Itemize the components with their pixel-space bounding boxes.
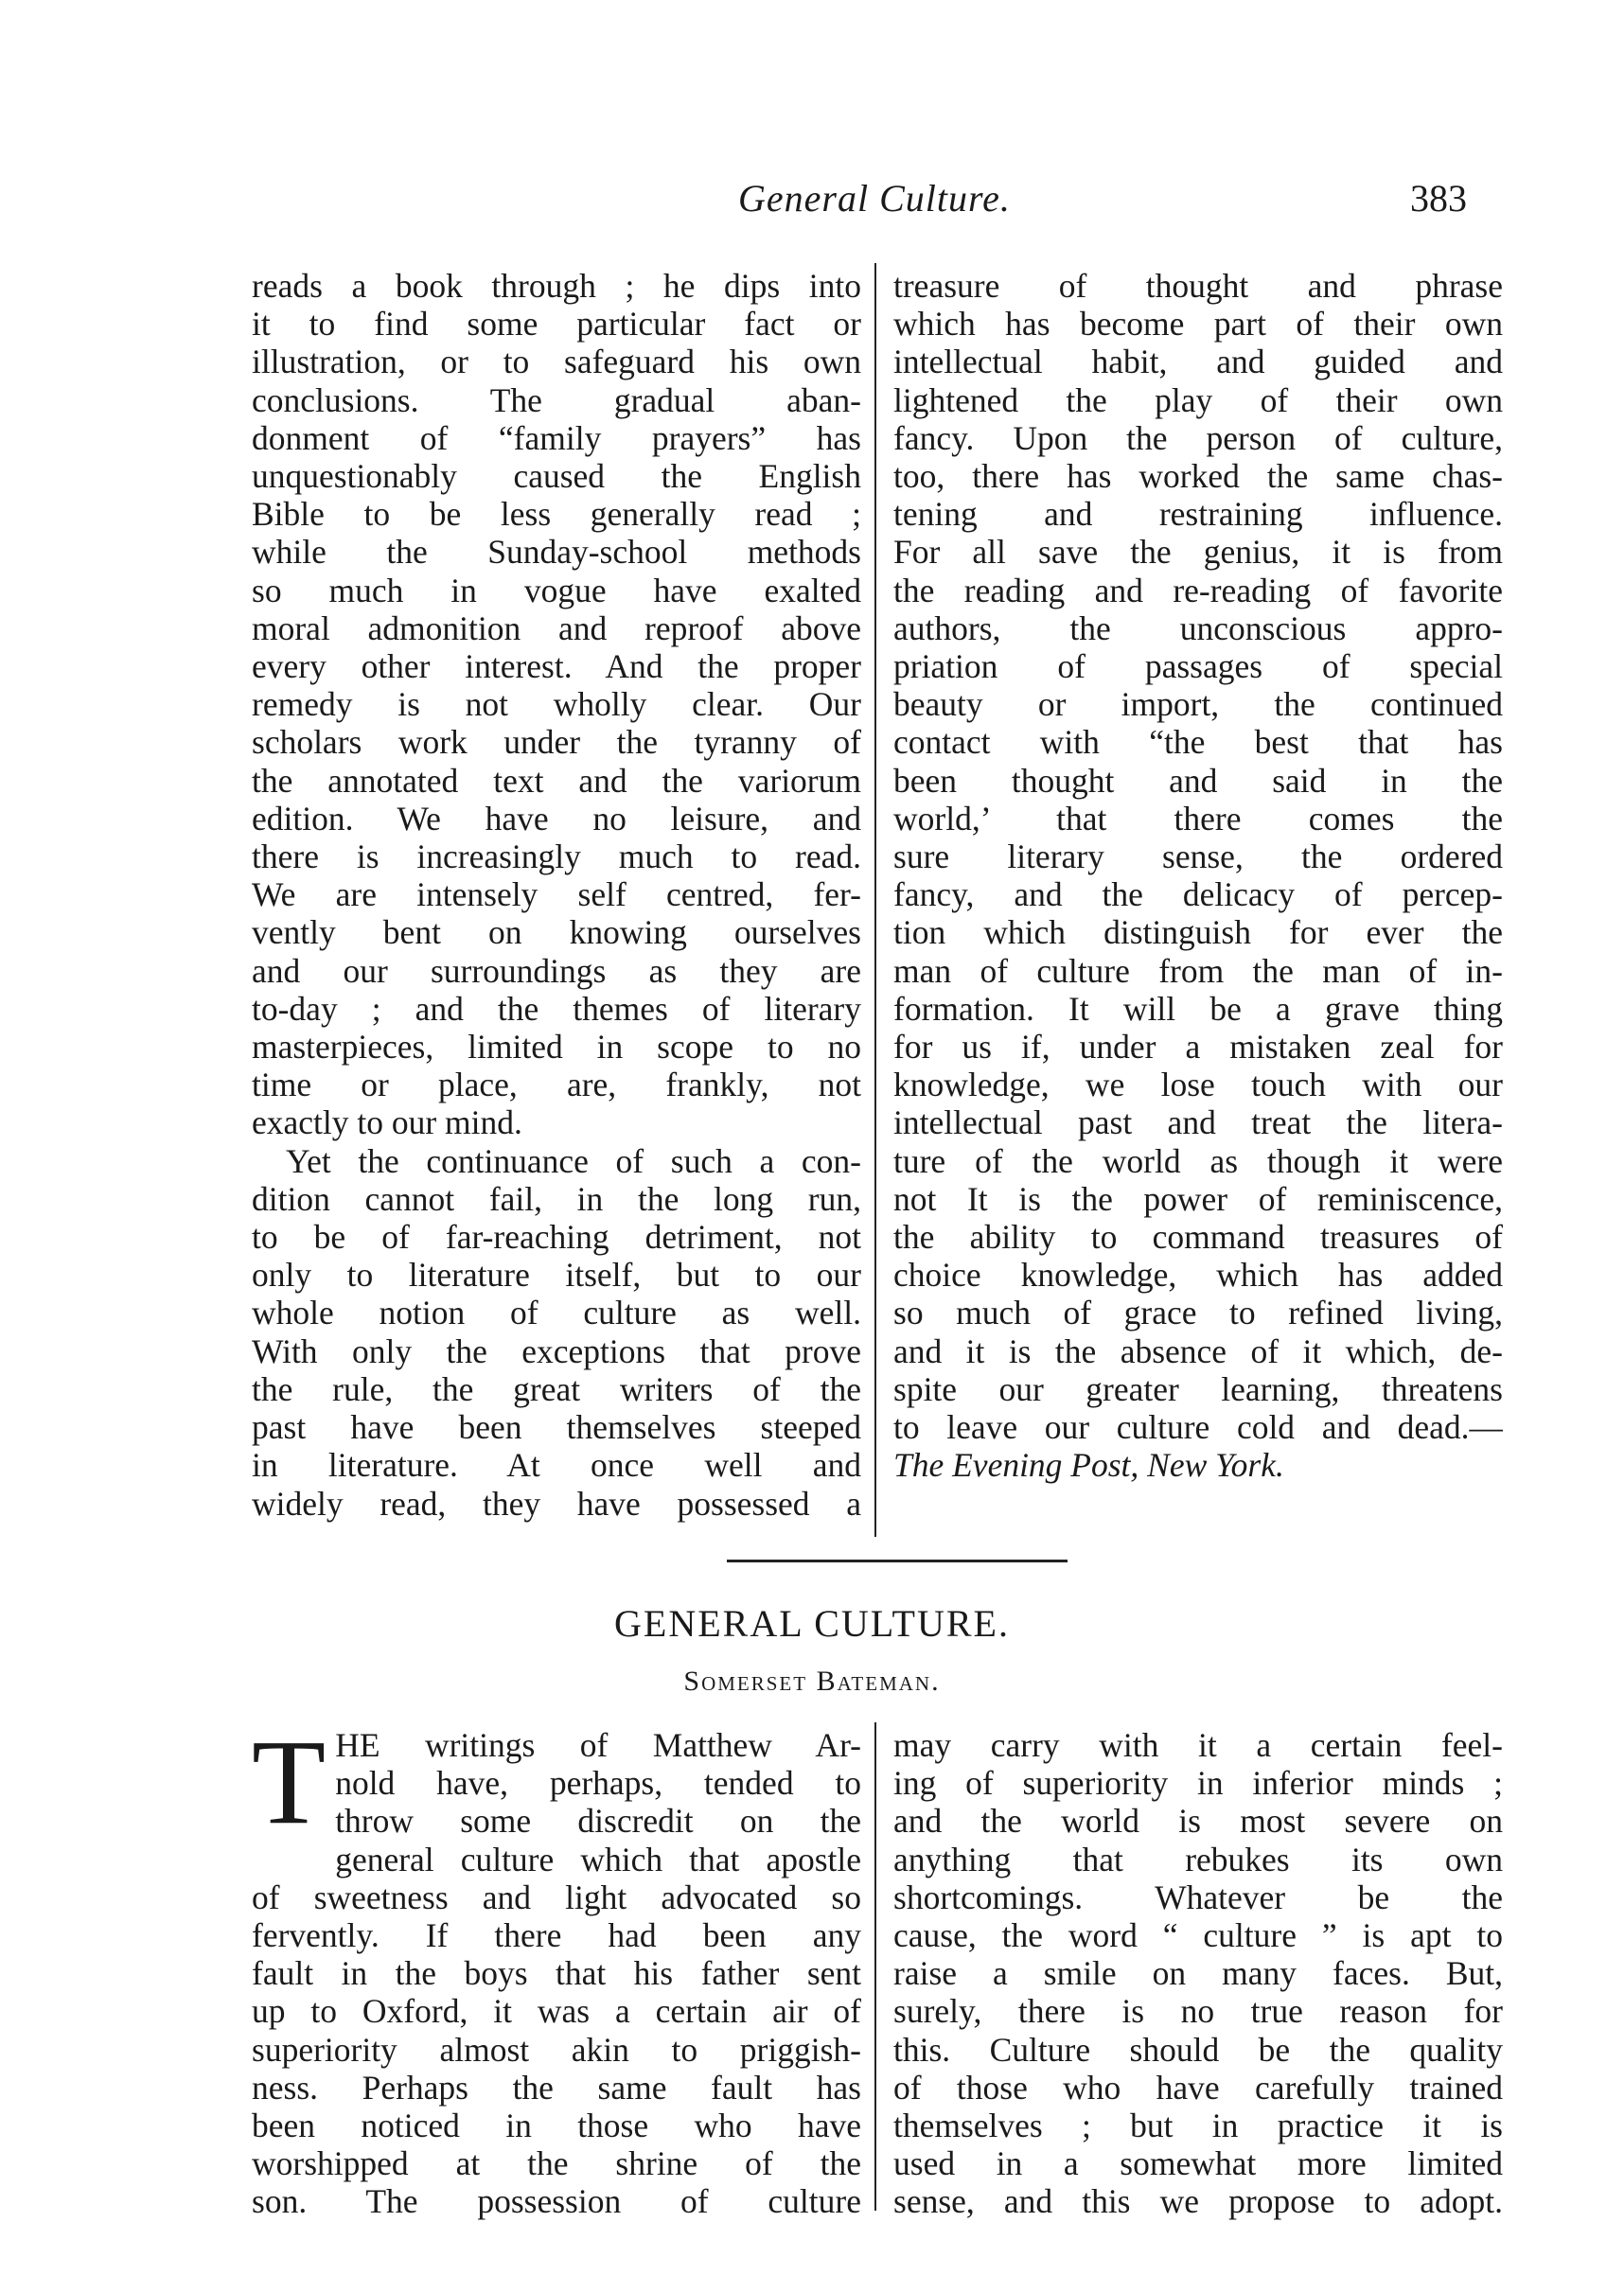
text-line: not It is the power of reminiscence,: [893, 1179, 1503, 1218]
text-line: son. The possession of culture: [252, 2182, 861, 2221]
text-line: world,’ that there comes the: [893, 799, 1503, 838]
text-line: illustration, or to safeguard his own: [252, 343, 861, 381]
text-line: Bible to be less generally read ;: [252, 495, 861, 534]
text-line: nold have, perhaps, tended to: [335, 1764, 861, 1803]
text-line: been thought and said in the: [893, 761, 1503, 800]
text-line: tion which distinguish for ever the: [893, 913, 1503, 952]
text-line: raise a smile on many faces. But,: [893, 1954, 1503, 1993]
text-line: lightened the play of their own: [893, 380, 1503, 419]
text-line: dition cannot fail, in the long run,: [252, 1179, 861, 1218]
text-line: ness. Perhaps the same fault has: [252, 2068, 861, 2107]
text-line: fancy. Upon the person of culture,: [893, 418, 1503, 457]
source-citation: The Evening Post, New York.: [893, 1446, 1284, 1485]
text-line: past have been themselves steeped: [252, 1408, 861, 1447]
text-line: donment of “family prayers” has: [252, 418, 861, 457]
text-line: in literature. At once well and: [252, 1446, 861, 1485]
section-rule: [727, 1560, 1068, 1562]
text-line: the reading and re-reading of favorite: [893, 571, 1503, 609]
text-line: for us if, under a mistaken zeal for: [893, 1028, 1503, 1067]
text-line: the rule, the great writers of the: [252, 1369, 861, 1408]
text-line: general culture which that apostle: [335, 1840, 861, 1878]
text-line: knowledge, we lose touch with our: [893, 1066, 1503, 1104]
text-line: the annotated text and the variorum: [252, 761, 861, 800]
text-line: remedy is not wholly clear. Our: [252, 685, 861, 724]
text-line: whole notion of culture as well.: [252, 1294, 861, 1332]
text-line: of sweetness and light advocated so: [252, 1878, 861, 1916]
text-line: there is increasingly much to read.: [252, 838, 861, 876]
running-head: General Culture.: [738, 177, 1011, 220]
text-line: tening and restraining influence.: [893, 495, 1503, 534]
text-line: which has become part of their own: [893, 305, 1503, 344]
text-line: too, there has worked the same chas-: [893, 457, 1503, 496]
text-line: formation. It will be a grave thing: [893, 989, 1503, 1028]
text-line: sure literary sense, the ordered: [893, 838, 1503, 876]
text-line: of those who have carefully trained: [893, 2068, 1503, 2107]
text-line: man of culture from the man of in-: [893, 951, 1503, 990]
column-divider: [874, 1722, 876, 2211]
text-line: up to Oxford, it was a certain air of: [252, 1992, 861, 2031]
column-top-left: [252, 267, 861, 1523]
text-line: anything that rebukes its own: [893, 1840, 1503, 1878]
text-line: exactly to our mind.: [252, 1103, 522, 1142]
drop-cap: T: [252, 1715, 327, 1849]
text-line: choice knowledge, which has added: [893, 1256, 1503, 1295]
text-line: every other interest. And the proper: [252, 647, 861, 686]
text-line: to be of far-reaching detriment, not: [252, 1218, 861, 1257]
text-line: only to literature itself, but to our: [252, 1256, 861, 1295]
text-line: this. Culture should be the quality: [893, 2030, 1503, 2069]
article-byline: Somerset Bateman.: [683, 1666, 941, 1697]
text-line: beauty or import, the continued: [893, 685, 1503, 724]
text-line: themselves ; but in practice it is: [893, 2107, 1503, 2145]
column-bottom-right: [893, 1726, 1503, 2221]
text-line: and our surroundings as they are: [252, 951, 861, 990]
text-line: contact with “the best that has: [893, 723, 1503, 762]
text-line: shortcomings. Whatever be the: [893, 1878, 1503, 1916]
text-line: edition. We have no leisure, and: [252, 799, 861, 838]
text-line: surely, there is no true reason for: [893, 1992, 1503, 2031]
text-line: widely read, they have possessed a: [252, 1484, 861, 1523]
text-line: With only the exceptions that prove: [252, 1331, 861, 1370]
text-line: the ability to command treasures of: [893, 1218, 1503, 1257]
text-line: moral admonition and reproof above: [252, 608, 861, 647]
column-bottom-left: [252, 1715, 861, 2221]
text-line: and the world is most severe on: [893, 1802, 1503, 1841]
text-line: while the Sunday-school methods: [252, 533, 861, 572]
text-line: spite our greater learning, threatens: [893, 1369, 1503, 1408]
text-line: For all save the genius, it is from: [893, 533, 1503, 572]
text-line: reads a book through ; he dips into: [252, 267, 861, 305]
text-line: Yet the continuance of such a con-: [286, 1141, 861, 1180]
text-line: throw some discredit on the: [335, 1802, 861, 1841]
text-line: so much in vogue have exalted: [252, 571, 861, 609]
text-line: conclusions. The gradual aban-: [252, 380, 861, 419]
text-line: so much of grace to refined living,: [893, 1294, 1503, 1332]
article-title: GENERAL CULTURE.: [614, 1602, 1010, 1645]
text-line: sense, and this we propose to adopt.: [893, 2182, 1503, 2221]
text-line: to-day ; and the themes of literary: [252, 989, 861, 1028]
text-line: We are intensely self centred, fer-: [252, 875, 861, 914]
text-line: fancy, and the delicacy of percep-: [893, 875, 1503, 914]
text-line: cause, the word “ culture ” is apt to: [893, 1916, 1503, 1955]
text-line: scholars work under the tyranny of: [252, 723, 861, 762]
text-line: intellectual habit, and guided and: [893, 343, 1503, 381]
text-line: priation of passages of special: [893, 647, 1503, 686]
page-number: 383: [1410, 177, 1467, 220]
text-line: been noticed in those who have: [252, 2107, 861, 2145]
text-line: worshipped at the shrine of the: [252, 2144, 861, 2183]
text-line: used in a somewhat more limited: [893, 2144, 1503, 2183]
text-line: may carry with it a certain feel-: [893, 1726, 1503, 1764]
text-line: ture of the world as though it were: [893, 1141, 1503, 1180]
text-line: to leave our culture cold and dead.—: [893, 1408, 1503, 1447]
text-line: superiority almost akin to priggish-: [252, 2030, 861, 2069]
text-line: HE writings of Matthew Ar-: [335, 1726, 861, 1764]
text-line: vently bent on knowing ourselves: [252, 913, 861, 952]
text-line: fervently. If there had been any: [252, 1916, 861, 1955]
column-divider: [874, 263, 876, 1537]
column-top-right: [893, 267, 1503, 1485]
text-line: unquestionably caused the English: [252, 457, 861, 496]
text-line: treasure of thought and phrase: [893, 267, 1503, 305]
text-line: intellectual past and treat the litera-: [893, 1103, 1503, 1142]
text-line: masterpieces, limited in scope to no: [252, 1028, 861, 1067]
text-line: and it is the absence of it which, de-: [893, 1331, 1503, 1370]
text-line: ing of superiority in inferior minds ;: [893, 1764, 1503, 1803]
text-line: fault in the boys that his father sent: [252, 1954, 861, 1993]
text-line: authors, the unconscious appro-: [893, 608, 1503, 647]
text-line: time or place, are, frankly, not: [252, 1066, 861, 1104]
text-line: it to find some particular fact or: [252, 305, 861, 344]
